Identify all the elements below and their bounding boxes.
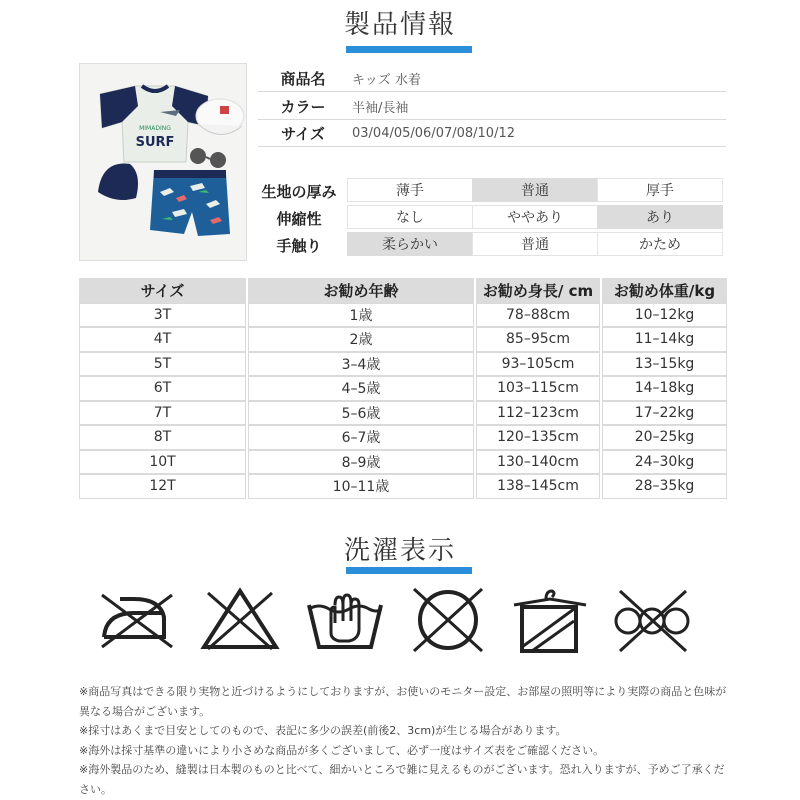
table-row (79, 474, 727, 499)
product-info-title: 製品情報 (343, 10, 456, 40)
table-row (79, 327, 727, 352)
attr-option: 厚手 (597, 178, 723, 202)
table-cell: 120–135cm (476, 425, 600, 450)
no-iron-icon (98, 585, 178, 655)
table-cell: 8T (79, 425, 246, 450)
info-row-color (258, 94, 726, 120)
table-cell: 28–35kg (602, 474, 727, 499)
table-cell: 10T (79, 450, 246, 475)
attr-label: 手触り (276, 236, 322, 255)
swim-hat (98, 164, 138, 200)
info-value: キッズ 水着 (352, 73, 421, 88)
attr-label: 伸縮性 (276, 209, 322, 228)
table-cell: 11–14kg (602, 327, 727, 352)
info-value: 03/04/05/06/07/08/10/12 (352, 126, 515, 141)
table-cell: 85–95cm (476, 327, 600, 352)
attr-option-selected: 普通 (472, 178, 598, 202)
attr-option: 普通 (472, 232, 598, 256)
info-label: 商品名 (280, 70, 326, 88)
table-cell: 24–30kg (602, 450, 727, 475)
shirt-print-small: MIMADING (139, 125, 171, 132)
washing-title-bar (346, 567, 472, 574)
table-row (79, 401, 727, 426)
sunglasses (190, 148, 226, 168)
washing-title: 洗濯表示 (343, 536, 456, 566)
note-line: ※海外製品のため、縫製は日本製のものと比べて、細かいところで雑に見えるものがございます。恐れ入りますが、予めご了承ください。 (79, 763, 725, 796)
note-line: ※商品写真はできる限り実物と近づけるようにしておりますが、お使いのモニター設定、お部屋の照明等により実際の商品と色味が異なる場合がございます。 (79, 685, 727, 718)
info-label: カラー (280, 98, 326, 116)
no-dry-clean-icon (612, 585, 692, 655)
table-cell: 12T (79, 474, 246, 499)
info-value: 半袖/長袖 (352, 101, 409, 116)
visor-cap (196, 99, 244, 135)
table-cell: 5T (79, 352, 246, 377)
header-cell: お勧め体重/kg (602, 278, 727, 303)
hang-dry-shade-icon (510, 585, 590, 655)
table-cell: 17–22kg (602, 401, 727, 426)
table-cell: 1歳 (248, 303, 474, 328)
table-row (79, 450, 727, 475)
size-table (79, 278, 727, 499)
size-table-header (79, 278, 727, 303)
table-cell: 130–140cm (476, 450, 600, 475)
rash-guard-shirt (100, 86, 208, 162)
table-row (79, 376, 727, 401)
note-line: ※海外は採寸基準の違いにより小さめな商品が多くございまして、必ず一度はサイズ表をご確認ください。 (79, 743, 605, 757)
table-cell: 103–115cm (476, 376, 600, 401)
table-row (79, 303, 727, 328)
table-cell: 4–5歳 (248, 376, 474, 401)
info-label: サイズ (281, 125, 325, 143)
table-cell: 3–4歳 (248, 352, 474, 377)
header-cell: お勧め年齢 (248, 278, 474, 303)
attr-row-stretch (250, 205, 726, 231)
table-cell: 5–6歳 (248, 401, 474, 426)
note-line: ※採寸はあくまで目安としてのもので、表記に多少の誤差(前後2、3cm)が生じる場合があります。 (79, 724, 567, 737)
table-cell: 10–11歳 (248, 474, 474, 499)
product-photo (79, 63, 247, 261)
table-cell: 3T (79, 303, 246, 328)
no-bleach-icon (200, 585, 280, 655)
table-cell: 14–18kg (602, 376, 727, 401)
shirt-print-main: SURF (135, 135, 175, 150)
notes (79, 682, 729, 799)
header-cell: お勧め身長/ cm (476, 278, 600, 303)
attr-option: かため (597, 232, 723, 256)
info-row-size (258, 121, 726, 147)
table-cell: 4T (79, 327, 246, 352)
table-cell: 93–105cm (476, 352, 600, 377)
table-cell: 20–25kg (602, 425, 727, 450)
table-row (79, 352, 727, 377)
table-cell: 6–7歳 (248, 425, 474, 450)
info-row-product-name (258, 66, 726, 92)
header-cell: サイズ (79, 278, 246, 303)
no-tumble-dry-icon (408, 585, 488, 655)
product-info-title-bar (346, 46, 472, 53)
table-cell: 8–9歳 (248, 450, 474, 475)
attr-option: ややあり (472, 205, 598, 229)
attr-option: なし (347, 205, 473, 229)
table-cell: 138–145cm (476, 474, 600, 499)
table-cell: 10–12kg (602, 303, 727, 328)
attr-row-thickness (250, 178, 726, 204)
attr-option-selected: あり (597, 205, 723, 229)
table-cell: 6T (79, 376, 246, 401)
table-cell: 78–88cm (476, 303, 600, 328)
attr-row-texture (250, 232, 726, 258)
table-cell: 7T (79, 401, 246, 426)
table-cell: 2歳 (248, 327, 474, 352)
attr-option-selected: 柔らかい (347, 232, 473, 256)
attr-option: 薄手 (347, 178, 473, 202)
hand-wash-icon (305, 585, 385, 655)
table-row (79, 425, 727, 450)
attr-label: 生地の厚み (261, 182, 337, 201)
table-cell: 112–123cm (476, 401, 600, 426)
swim-shorts (150, 170, 230, 236)
table-cell: 13–15kg (602, 352, 727, 377)
